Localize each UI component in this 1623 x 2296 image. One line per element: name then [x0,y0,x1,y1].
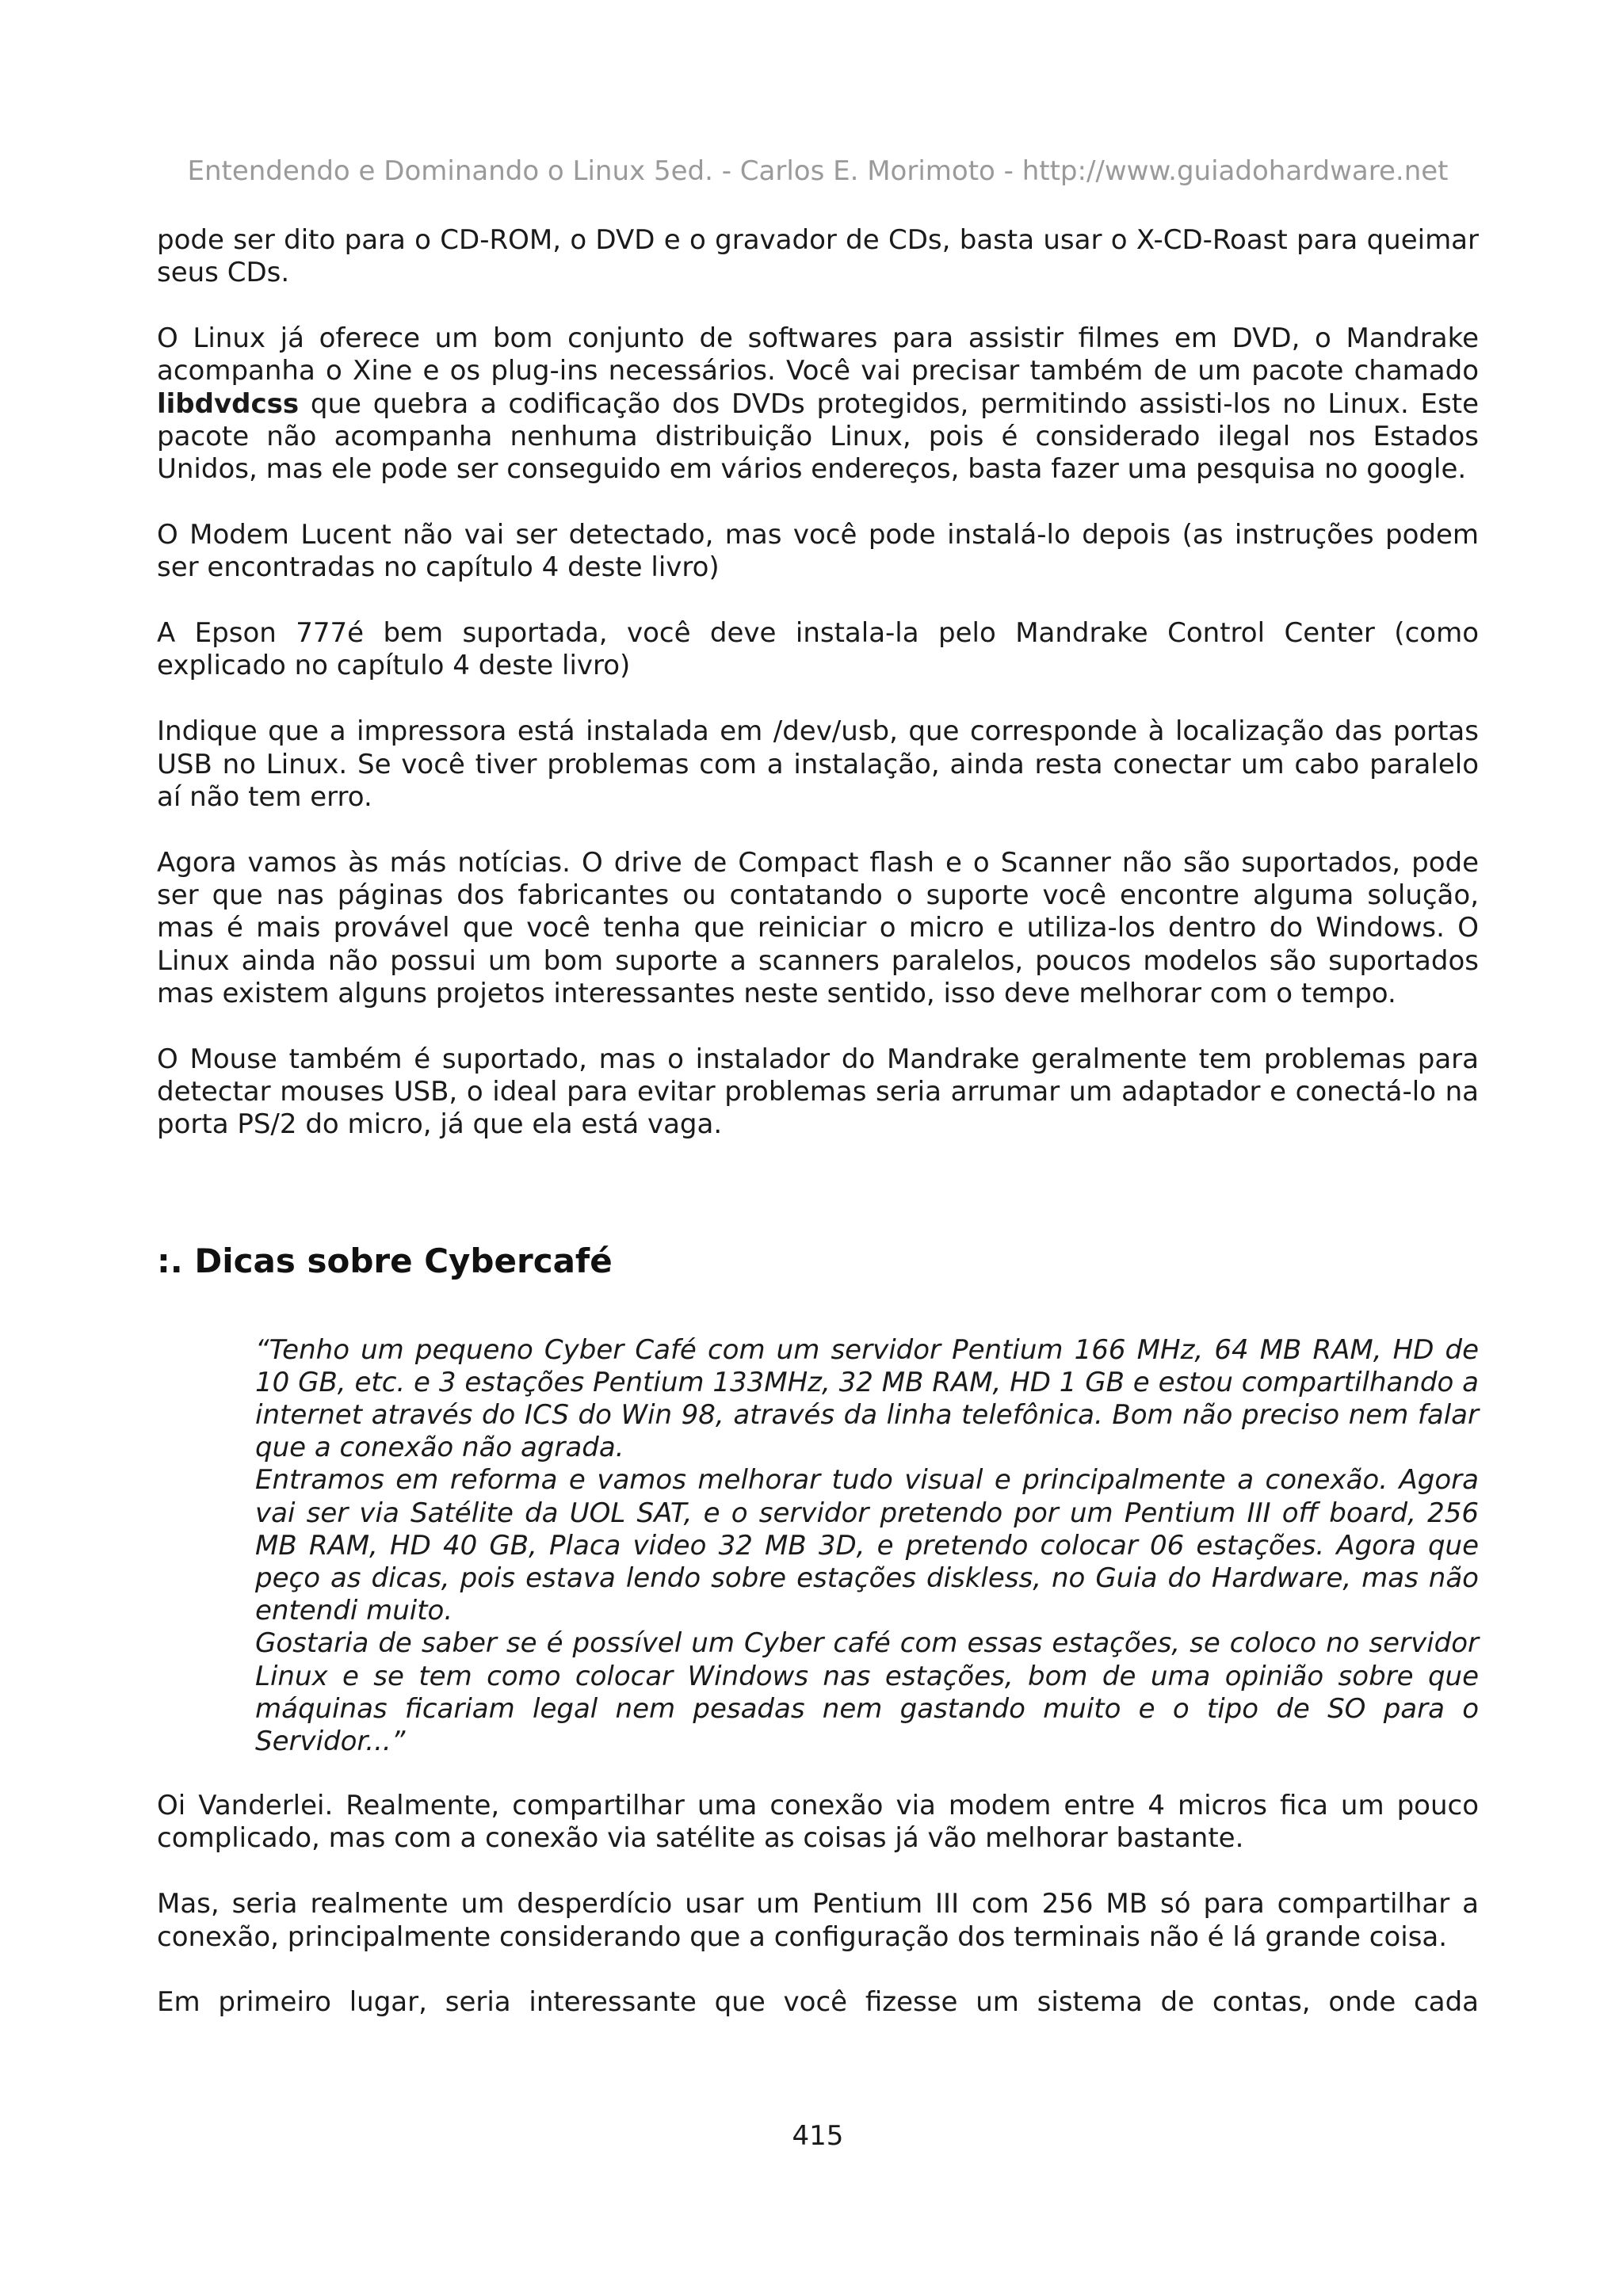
running-header: Entendendo e Dominando o Linux 5ed. - Carlos E. Morimoto - http://www.guiadohardware.net [187,155,1449,187]
reader-question-quote [255,1334,1479,1759]
section-heading: :. Dicas sobre Cybercafé [157,1241,613,1280]
answer-paragraph-3: Em primeiro lugar, seria interessante que você fizesse um sistema de contas, onde cada [157,1986,1479,2019]
paragraph-dvd [157,322,1479,486]
paragraph-modem: O Modem Lucent não vai ser detectado, mas você pode instalá-lo depois (as instruções podem ser encontradas no capítulo 4 deste livro) [157,519,1479,584]
libdvdcss-package-name: libdvdcss [157,387,300,420]
body-text [157,224,1479,2019]
answer-paragraph-1: Oi Vanderlei. Realmente, compartilhar uma conexão via modem entre 4 micros fica um pouco complicado, mas com a conexão via satélite as coisas já vão melhorar bastante. [157,1790,1479,1855]
quote-paragraph-3: Gostaria de saber se é possível um Cyber café com essas estações, se coloco no servidor Linux e se tem como colocar Windows nas estações, bom de uma opinião sobre que máquinas ficariam legal nem pesadas nem gastando muito e o tipo de SO para o Servidor...” [255,1627,1479,1757]
paragraph-cd-rom: pode ser dito para o CD-ROM, o DVD e o gravador de CDs, basta usar o X-CD-Roast para queimar seus CDs. [157,224,1479,289]
quote-paragraph-2: Entramos em reforma e vamos melhorar tudo visual e principalmente a conexão. Agora vai ser via Satélite da UOL SAT, e o servidor pretendo por um Pentium III off board, 256 MB RAM, HD 40 GB, Placa video 32 MB 3D, e pretendo colocar 06 estações. Agora que peço as dicas, pois estava lendo sobre estações diskless, no Guia do Hardware, mas não entendi muito. [255,1464,1479,1627]
page-number: 415 [792,2120,844,2152]
paragraph-mouse: O Mouse também é suportado, mas o instalador do Mandrake geralmente tem problemas para detectar mouses USB, o ideal para evitar problemas seria arrumar um adaptador e conectá-lo na porta PS/2 do micro, já que ela está vaga. [157,1043,1479,1141]
quote-paragraph-1: “Tenho um pequeno Cyber Café com um servidor Pentium 166 MHz, 64 MB RAM, HD de 10 GB, etc. e 3 estações Pentium 133MHz, 32 MB RAM, HD 1 GB e estou compartilhando a internet através do ICS do Win 98, através da linha telefônica. Bom não preciso nem falar que a conexão não agrada. [255,1333,1479,1464]
paragraph-printer-usb: Indique que a impressora está instalada em /dev/usb, que corresponde à localização das portas USB no Linux. Se você tiver problemas com a instalação, ainda resta conectar um cabo paralelo aí não tem erro. [157,715,1479,813]
paragraph-epson: A Epson 777é bem suportada, você deve instala-la pelo Mandrake Control Center (como explicado no capítulo 4 deste livro) [157,617,1479,682]
paragraph-dvd-text-end: que quebra a codificação dos DVDs protegidos, permitindo assisti-los no Linux. Este pacote não acompanha nenhuma distribuição Linux, pois é considerado ilegal nos Estados Unidos, mas ele pode ser conseguido em vários endereços, basta fazer uma pesquisa no google. [157,387,1479,486]
answer-paragraph-2: Mas, seria realmente um desperdício usar um Pentium III com 256 MB só para compartilhar a conexão, principalmente considerando que a configuração dos terminais não é lá grande coisa. [157,1888,1479,1953]
paragraph-bad-news: Agora vamos às más notícias. O drive de Compact flash e o Scanner não são suportados, pode ser que nas páginas dos fabricantes ou contatando o suporte você encontre alguma solução, mas é mais provável que você tenha que reiniciar o micro e utiliza-los dentro do Windows. O Linux ainda não possui um bom suporte a scanners paralelos, poucos modelos são suportados mas existem alguns projetos interessantes neste sentido, isso deve melhorar com o tempo. [157,846,1479,1009]
paragraph-dvd-text-start: O Linux já oferece um bom conjunto de softwares para assistir filmes em DVD, o Mandrake acompanha o Xine e os plug-ins necessários. Você vai precisar também de um pacote chamado [157,322,1479,387]
document-page [157,0,1479,2296]
